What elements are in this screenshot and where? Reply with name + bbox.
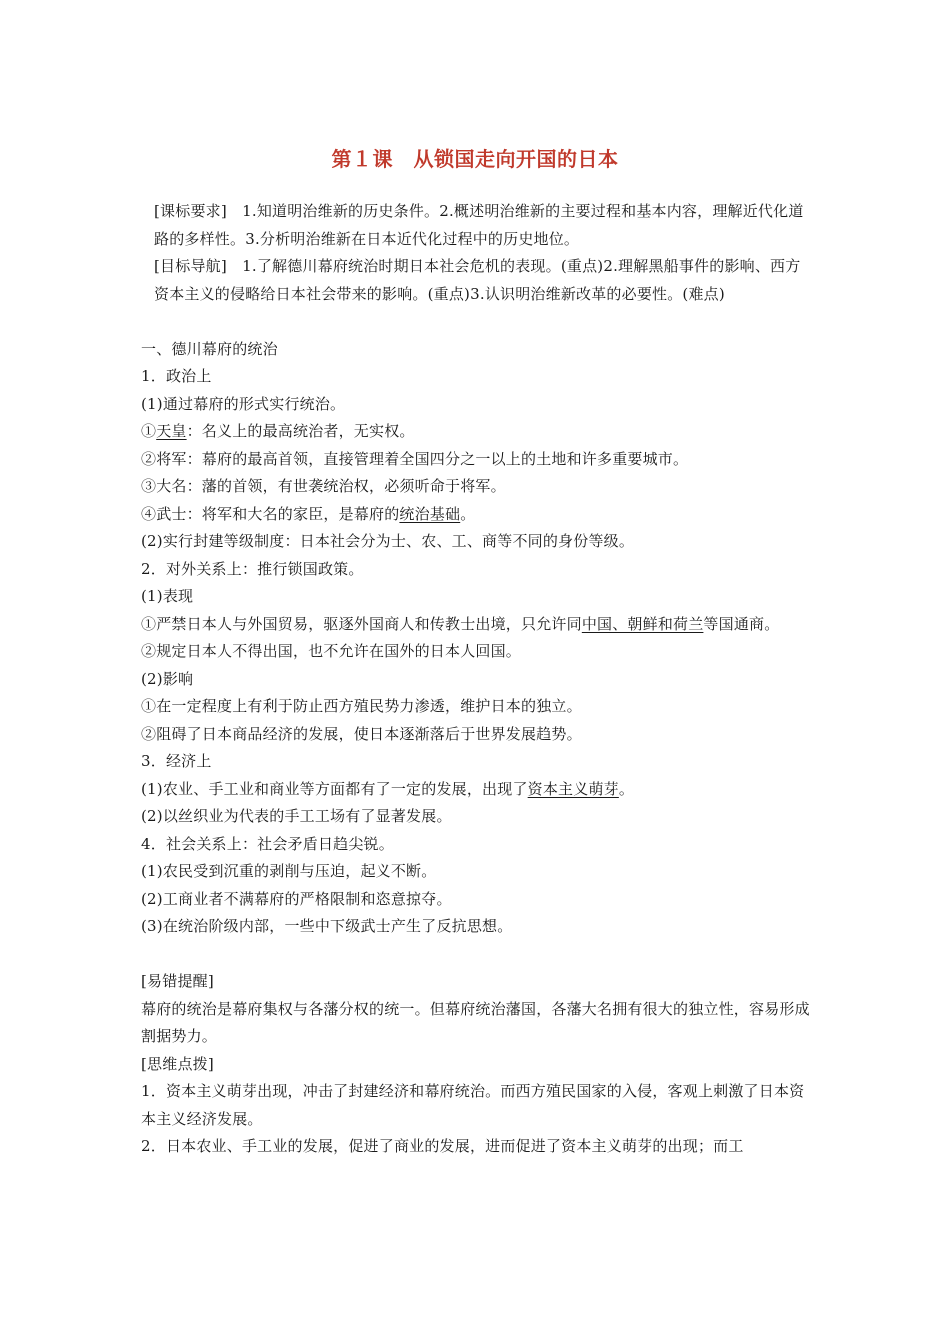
learning-target — [141, 253, 811, 308]
point-item: (1)农民受到沉重的剥削与压迫，起义不断。 — [141, 862, 437, 880]
point-item: ②阻碍了日本商品经济的发展，使日本逐渐落后于世界发展趋势。 — [141, 724, 582, 743]
key-term: 统治基础 — [399, 504, 461, 523]
target-label: [目标导航] — [154, 257, 227, 275]
point-item: ①在一定程度上有利于防止西方殖民势力渗透，维护日本的独立。 — [141, 697, 582, 715]
error-tip-label: [易错提醒] — [141, 972, 214, 990]
curriculum-standard — [141, 198, 811, 253]
point-title: 4．社会关系上：社会矛盾日趋尖锐。 — [141, 834, 394, 853]
point-item: (1)通过幕府的形式实行统治。 — [141, 394, 346, 413]
error-tip-text: 幕府的统治是幕府集权与各藩分权的统一。但幕府统治藩国，各藩大名拥有很大的独立性，容易形成割据势力。 — [141, 999, 810, 1045]
point-item: (3)在统治阶级内部，一些中下级武士产生了反抗思想。 — [141, 917, 513, 935]
point-item: (2)实行封建等级制度：日本社会分为士、农、工、商等不同的身份等级。 — [141, 532, 635, 550]
lesson-content — [141, 198, 811, 1161]
item-marker: ① — [141, 422, 157, 440]
point-title: 2．对外关系上：推行锁国政策。 — [141, 559, 364, 578]
point-item: (1)表现 — [141, 587, 194, 605]
point-item: ②将军：幕府的最高首领，直接管理着全国四分之一以上的土地和许多重要城市。 — [141, 449, 689, 468]
key-term: 资本主义萌芽 — [527, 779, 619, 798]
item-text: ④武士：将军和大名的家臣，是幕府的 — [141, 504, 400, 523]
point-item: (2)以丝织业为代表的手工工场有了显著发展。 — [141, 807, 452, 825]
item-text: 等国通商。 — [703, 614, 780, 633]
lesson-title: 第１课 从锁国走向开国的日本 — [331, 147, 619, 171]
point-title: 3．经济上 — [141, 752, 212, 770]
key-term: 中国、朝鲜和荷兰 — [581, 614, 704, 633]
point-item: ②规定日本人不得出国，也不允许在国外的日本人回国。 — [141, 642, 522, 660]
thinking-tip-item: 1．资本主义萌芽出现，冲击了封建经济和幕府统治。而西方殖民国家的入侵，客观上刺激了日本资本主义经济发展。 — [141, 1082, 805, 1128]
section-heading: 一、德川幕府的统治 — [141, 339, 278, 358]
point-title: 1．政治上 — [141, 367, 212, 385]
key-term: 天皇 — [156, 422, 187, 440]
standard-text: 1.知道明治维新的历史条件。2.概述明治维新的主要过程和基本内容，理解近代化道路的多样性。3.分析明治维新在日本近代化过程中的历史地位。 — [154, 202, 804, 248]
point-item: ③大名：藩的首领，有世袭统治权，必须听命于将军。 — [141, 477, 506, 495]
point-item — [141, 501, 811, 529]
item-text: 。 — [460, 504, 476, 523]
item-text: 。 — [618, 779, 635, 798]
point-item: (2)工商业者不满幕府的严格限制和恣意掠夺。 — [141, 889, 452, 908]
thinking-tip-label: [思维点拨] — [141, 1054, 214, 1073]
target-text: 1.了解德川幕府统治时期日本社会危机的表现。(重点)2.理解黑船事件的影响、西方资本主义的侵略给日本社会带来的影响。(重点)3.认识明治维新改革的必要性。(难点) — [154, 257, 801, 303]
item-text: (1)农业、手工业和商业等方面都有了一定的发展，出现了 — [141, 779, 528, 798]
point-item — [141, 776, 811, 804]
point-item — [141, 611, 811, 639]
standard-label: [课标要求] — [154, 202, 227, 220]
point-item — [141, 418, 811, 446]
item-text: ①严禁日本人与外国贸易，驱逐外国商人和传教士出境，只允许同 — [141, 614, 582, 633]
thinking-tip-item: 2．日本农业、手工业的发展，促进了商业的发展，进而促进了资本主义萌芽的出现；而工 — [141, 1137, 744, 1155]
item-text: ：名义上的最高统治者，无实权。 — [186, 422, 415, 440]
point-item: (2)影响 — [141, 669, 194, 688]
